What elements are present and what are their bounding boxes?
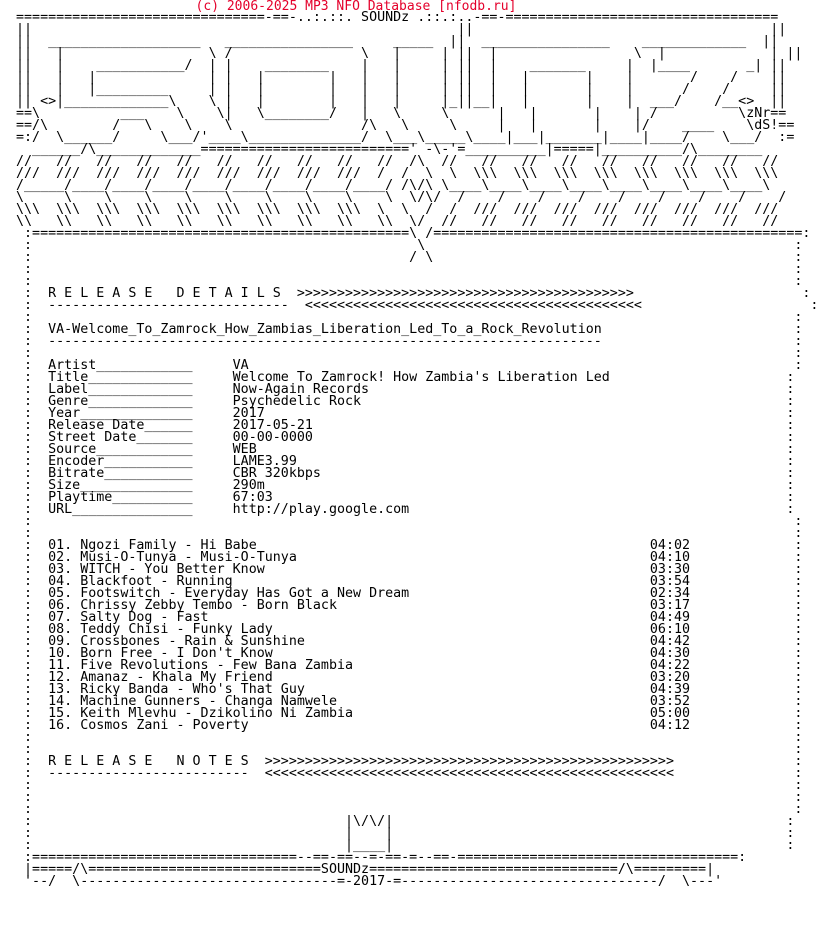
nfo-line: : 07. Salty Dog - Fast 04:49 :: [16, 610, 811, 625]
nfo-line: : |____| :: [16, 838, 803, 853]
nfo-line: : 01. Ngozi Family - Hi Babe 04:02 :: [16, 538, 811, 553]
nfo-line: : Genre_____________ Psychedelic Rock :: [16, 394, 803, 409]
nfo-line: : :: [16, 274, 811, 289]
nfo-line: : Encoder___________ LAME3.99 :: [16, 454, 803, 469]
nfo-line: /// /// /// /// /// /// /// /// /// / / \ \ \\\ \\\ \\\ \\\ \\\ \\\ \\\ \\\: [16, 166, 779, 181]
nfo-line: : R E L E A S E N O T E S >>>>>>>>>>>>>>>>>>>>>>>>>>>>>>>>>>>>>>>>>>>>>>>>>>> :: [16, 754, 811, 769]
nfo-line: : | | :: [16, 826, 803, 841]
site-credit: (c) 2006-2025 MP3 NFO Database [nfodb.ru]: [195, 0, 517, 14]
nfo-line: \\ \\ \\ \\ \\ \\ \\ \\ \\ \\ \/ // // // // // // // // //: [16, 214, 779, 229]
nfo-line: : / \ :: [16, 250, 811, 265]
nfo-line: || <>|_____________\ \ | | | | | |_||__| | | | ___/ /__<> ||: [16, 94, 787, 109]
nfo-line: || ___________________ ________________ _____ || ________________ _____________ ||: [16, 34, 779, 49]
nfo-line: : :: [16, 514, 811, 529]
nfo-line: : :: [16, 310, 811, 325]
nfo-line: : Street Date_______ 00-00-0000 :: [16, 430, 803, 445]
nfo-line: |=====/\=============================SOUNDz===============================/\=========|: [16, 862, 723, 877]
nfo-line: ==/\ / \ \ \ /\ \ \ | | | |/ ____ \dS!==: [16, 118, 795, 133]
nfo-line: : Label_____________ Now-Again Records :: [16, 382, 803, 397]
nfo-line: : VA-Welcome_To_Zamrock_How_Zambias_Liberation_Led_To_a_Rock_Revolution :: [16, 322, 811, 337]
nfo-line: : :: [16, 526, 811, 541]
nfo-line: : URL_______________ http://play.google.com :: [16, 502, 803, 517]
nfo-line: : Release Date______ 2017-05-21 :: [16, 418, 803, 433]
nfo-line: : 12. Amanaz - Khala My Friend 03:20 :: [16, 670, 811, 685]
nfo-line: : :: [16, 778, 811, 793]
nfo-line: : :: [16, 346, 811, 361]
nfo-line: '--/ \--------------------------------=-2017-=--------------------------------/ \---': [16, 874, 731, 889]
nfo-line: /_____/____/____/____/____/____/____/____/____/ /\/\ \____\____\____\____\____\____\____\____\: [16, 178, 771, 193]
nfo-line: : 06. Chrissy Zebby Tembo - Born Black 03:17 :: [16, 598, 811, 613]
nfo-line: || || ||: [16, 22, 787, 37]
nfo-line: : ------------------------------ <<<<<<<<<<<<<<<<<<<<<<<<<<<<<<<<<<<<<<<<<< :: [16, 298, 826, 313]
nfo-line: : 05. Footswitch - Everyday Has Got a New Dream 02:34 :: [16, 586, 811, 601]
nfo-line: ______/\_____________==========================' -\-'=__________|=====|__________/\________: [16, 142, 779, 157]
nfo-line: \\\ \\\ \\\ \\\ \\\ \\\ \\\ \\\ \\\ \ \ / / /// /// /// /// /// /// /// ///: [16, 202, 779, 217]
nfo-line: ==\ ___ \ \| \________/ | \ \ | | | | / \zNr==: [16, 106, 787, 121]
nfo-line: ===============================-==-..:.::. SOUNDz .::.:..-==-==================================: [16, 10, 779, 25]
nfo-line: : 13. Ricky Banda - Who's That Guy 04:39 :: [16, 682, 811, 697]
nfo-line: : :: [16, 790, 811, 805]
nfo-line: : 16. Cosmos Zani - Poverty 04:12 :: [16, 718, 811, 733]
nfo-line: : R E L E A S E D E T A I L S >>>>>>>>>>>>>>>>>>>>>>>>>>>>>>>>>>>>>>>>>> :: [16, 286, 819, 301]
nfo-line: : Artist____________ VA :: [16, 358, 811, 373]
nfo-line: : 09. Crossbones - Rain & Sunshine 04:42 :: [16, 634, 811, 649]
nfo-line: =:/ \______/ \___/'____\______________/ \___\_____\____|___|_______|____|____/ \___/ :=: [16, 130, 795, 145]
nfo-line: : 02. Musi-O-Tunya - Musi-O-Tunya 04:10 :: [16, 550, 811, 565]
nfo-line: :=================================--==-==--=-==-=--==-===================================:: [16, 850, 747, 865]
nfo-line: : 10. Born Free - I Don't Know 04:30 :: [16, 646, 811, 661]
nfo-line: : Bitrate___________ CBR 320kbps :: [16, 466, 803, 481]
nfo-line: : Size______________ 290m :: [16, 478, 803, 493]
nfo-line: : :: [16, 730, 811, 745]
nfo-line: :===============================================\ /==============================================:: [16, 226, 819, 241]
nfo-line: : 03. WITCH - You Better Know 03:30 :: [16, 562, 811, 577]
nfo-line: : |\/\/| :: [16, 814, 803, 829]
nfo-line: : Year______________ 2017 :: [16, 406, 803, 421]
nfo-line: \ \ \ \ \ \ \ \ \ \ \/\/ / / / / / / / / /: [16, 190, 787, 205]
nfo-line: : ------------------------- <<<<<<<<<<<<<<<<<<<<<<<<<<<<<<<<<<<<<<<<<<<<<<<<<<< :: [16, 766, 811, 781]
nfo-line: : 14. Machine Gunners - Changa Namwele 03:52 :: [16, 694, 811, 709]
nfo-text: [16, 12, 826, 888]
nfo-line: || | ___________/ | | ________ | | | || | _______ | |____ _| ||: [16, 58, 787, 73]
nfo-line: : :: [16, 742, 811, 757]
nfo-line: || | | | | | | | | | || | | | | / / ||: [16, 70, 787, 85]
nfo-line: || | |_________ | | | | | | | || | | | | / / ||: [16, 82, 787, 97]
nfo-line: : 11. Five Revolutions - Few Bana Zambia 04:22 :: [16, 658, 811, 673]
nfo-line: : 04. Blackfoot - Running 03:54 :: [16, 574, 811, 589]
nfo-line: // // // // // // // // // // /\ // // // // // // // // //: [16, 154, 779, 169]
nfo-line: : --------------------------------------------------------------------- :: [16, 334, 811, 349]
nfo-line: || | \ / \ | | || | \ | | ||: [16, 46, 803, 61]
nfo-line: : Title_____________ Welcome To Zamrock! How Zambia's Liberation Led :: [16, 370, 803, 385]
nfo-line: : Source____________ WEB :: [16, 442, 803, 457]
nfo-line: : :: [16, 802, 811, 817]
nfo-line: : \ :: [16, 238, 811, 253]
nfo-line: : 08. Teddy Chisi - Funky Lady 06:10 :: [16, 622, 811, 637]
nfo-line: : 15. Keith Mlevhu - Dzikolino Ni Zambia 05:00 :: [16, 706, 811, 721]
nfo-line: : Playtime__________ 67:03 :: [16, 490, 803, 505]
nfo-line: : :: [16, 262, 811, 277]
